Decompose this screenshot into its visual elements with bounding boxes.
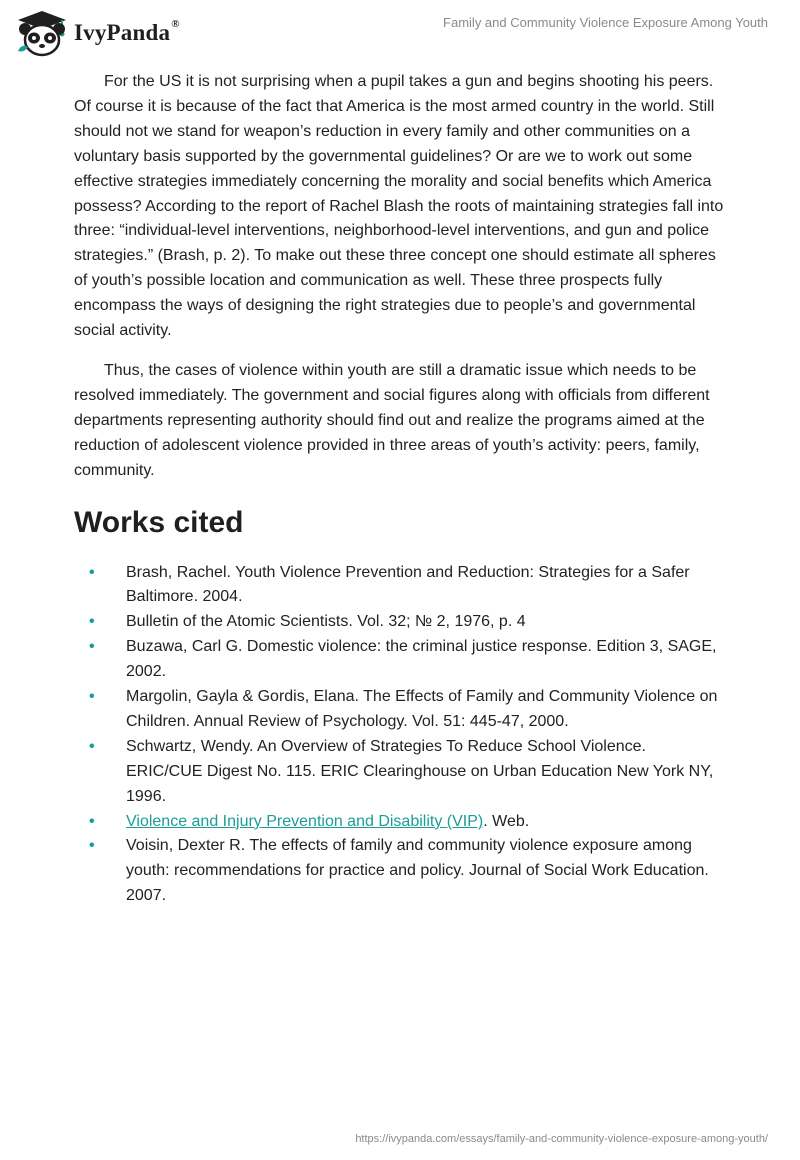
citation-item bbox=[74, 834, 724, 909]
citation-item bbox=[74, 561, 724, 611]
citation-text: Buzawa, Carl G. Domestic violence: the criminal justice response. Edition 3, SAGE, 2002. bbox=[126, 638, 717, 681]
body-paragraph-2: Thus, the cases of violence within youth are still a dramatic issue which needs to be resolved immediately. The government and social figures along with officials from different departments representing authority should find out and realize the programs aimed at the reduction of adolescent violence provided in three areas of youth’s activity: peers, family, community. bbox=[74, 361, 710, 479]
page-header bbox=[0, 0, 800, 70]
bullet-icon: • bbox=[89, 812, 95, 830]
citation-text: Voisin, Dexter R. The effects of family and community violence exposure among youth: recommendations for practice and policy. Journal of Social Work Education. 2007. bbox=[126, 837, 709, 905]
bullet-icon: • bbox=[89, 737, 95, 755]
bullet-icon: • bbox=[89, 688, 95, 706]
citation-item bbox=[74, 810, 724, 835]
citation-text: Schwartz, Wendy. An Overview of Strategies To Reduce School Violence. ERIC/CUE Digest No. 115. ERIC Clearinghouse on Urban Education New York NY, 1996. bbox=[126, 737, 714, 805]
works-cited-list bbox=[74, 561, 724, 910]
citation-text: Brash, Rachel. Youth Violence Prevention and Reduction: Strategies for a Safer Baltimore. 2004. bbox=[126, 563, 690, 606]
essay-content bbox=[74, 70, 724, 909]
brand-name: IvyPanda® bbox=[74, 18, 180, 45]
body-paragraph-1: For the US it is not surprising when a pupil takes a gun and begins shooting his peers. Of course it is because of the fact that America is the most armed country in the world. Still should not we stand for weapon’s reduction in every family and other communities on a voluntary basis supported by the governmental guidelines? Or are we to work out some effective strategies immediately concerning the morality and social benefits which America possess? According to the report of Rachel Blash the roots of maintaining strategies fall into three: “individual-level interventions, neighborhood-level interventions, and gun and police strategies.” (Brash, p. 2). To make out these three concept one should estimate all spheres of youth’s possible location and communication as well. These three prospects fully encompass the ways of designing the right strategies due to people’s and governmental social activity. bbox=[74, 73, 724, 340]
citation-text: Margolin, Gayla & Gordis, Elana. The Effects of Family and Community Violence on Children. Annual Review of Psychology. Vol. 51: 445-47, 2000. bbox=[126, 688, 718, 730]
panda-graduate-icon bbox=[14, 9, 70, 57]
citation-item bbox=[74, 685, 724, 735]
bullet-icon: • bbox=[89, 638, 95, 656]
ivypanda-logo[interactable] bbox=[14, 9, 180, 57]
bullet-icon: • bbox=[89, 613, 95, 631]
citation-item bbox=[74, 635, 724, 685]
citation-item bbox=[74, 610, 724, 635]
vip-citation-link[interactable]: Violence and Injury Prevention and Disability (VIP) bbox=[126, 812, 484, 830]
citation-text: Bulletin of the Atomic Scientists. Vol. 32; № 2, 1976, p. 4 bbox=[126, 613, 526, 631]
bullet-icon: • bbox=[89, 563, 95, 581]
citation-text: . Web. bbox=[483, 812, 530, 830]
document-title: Family and Community Violence Exposure Among Youth bbox=[443, 15, 768, 30]
registered-mark: ® bbox=[171, 18, 180, 30]
works-cited-heading: Works cited bbox=[74, 505, 244, 539]
source-url[interactable]: https://ivypanda.com/essays/family-and-community-violence-exposure-among-youth/ bbox=[355, 1133, 768, 1145]
citation-item bbox=[74, 735, 724, 810]
bullet-icon: • bbox=[89, 837, 95, 855]
